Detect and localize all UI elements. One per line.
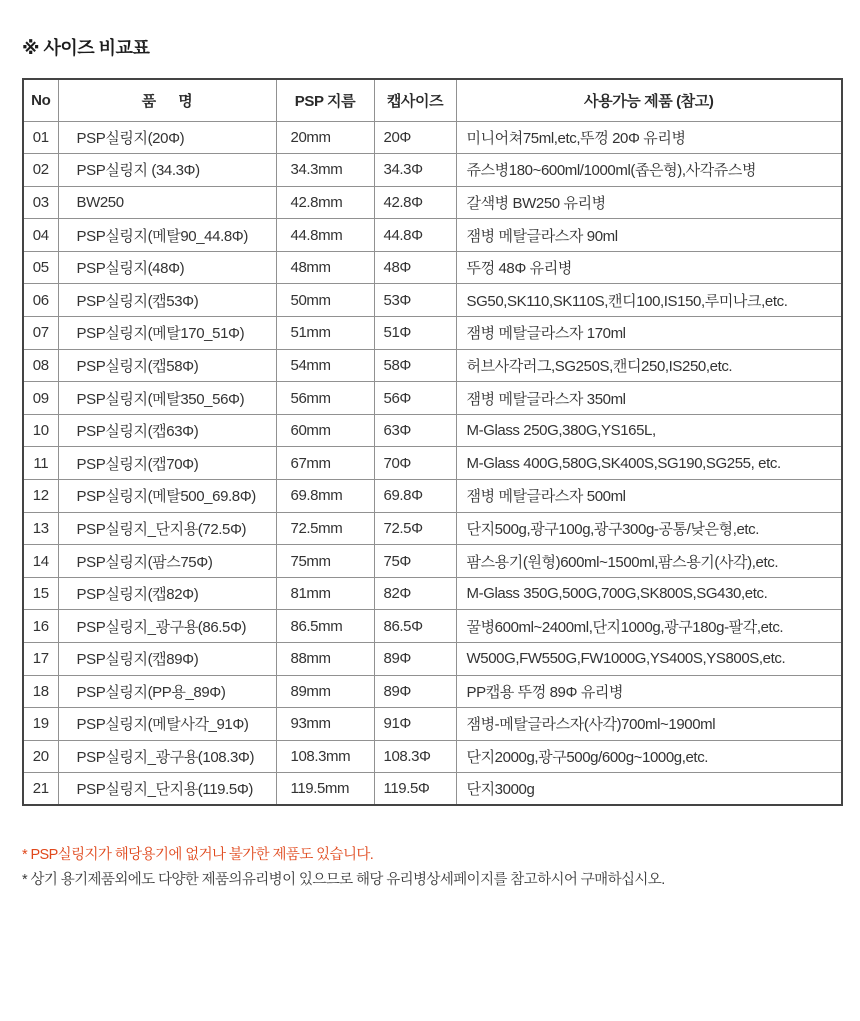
cell-cap-size: 20Φ	[374, 121, 456, 154]
cell-no: 02	[23, 154, 58, 187]
table-row	[23, 317, 842, 350]
cell-psp-diameter: 89mm	[276, 675, 374, 708]
cell-usable-products: 팜스용기(원형)600ml~1500ml,팜스용기(사각),etc.	[456, 545, 842, 578]
page-title: ※ 사이즈 비교표	[22, 38, 150, 58]
cell-psp-diameter: 56mm	[276, 382, 374, 415]
cell-usable-products: PP캡용 뚜껑 89Φ 유리병	[456, 675, 842, 708]
cell-psp-diameter: 48mm	[276, 251, 374, 284]
cell-cap-size: 82Φ	[374, 577, 456, 610]
cell-psp-diameter: 69.8mm	[276, 480, 374, 513]
header-usable-products: 사용가능 제품 (참고)	[456, 79, 842, 121]
cell-psp-diameter: 20mm	[276, 121, 374, 154]
table-row	[23, 708, 842, 741]
cell-no: 05	[23, 251, 58, 284]
cell-cap-size: 89Φ	[374, 675, 456, 708]
cell-product-name: PSP실링지(캡70Φ)	[58, 447, 276, 480]
footnote-info: * 상기 용기제품외에도 다양한 제품의유리병이 있으므로 해당 유리병상세페이지를 참고하시어 구매하십시오.	[22, 872, 665, 888]
cell-usable-products: 잼병 메탈글라스자 170ml	[456, 317, 842, 350]
cell-psp-diameter: 67mm	[276, 447, 374, 480]
size-comparison-table	[22, 78, 843, 806]
cell-no: 11	[23, 447, 58, 480]
cell-psp-diameter: 88mm	[276, 643, 374, 676]
size-table-body	[23, 121, 842, 805]
cell-no: 09	[23, 382, 58, 415]
cell-usable-products: M-Glass 400G,580G,SK400S,SG190,SG255, etc.	[456, 447, 842, 480]
cell-product-name: PSP실링지(캡58Φ)	[58, 349, 276, 382]
cell-cap-size: 56Φ	[374, 382, 456, 415]
cell-product-name: BW250	[58, 186, 276, 219]
cell-usable-products: 갈색병 BW250 유리병	[456, 186, 842, 219]
cell-cap-size: 75Φ	[374, 545, 456, 578]
cell-no: 12	[23, 480, 58, 513]
cell-usable-products: SG50,SK110,SK110S,캔디100,IS150,루미나크,etc.	[456, 284, 842, 317]
cell-product-name: PSP실링지(메탈90_44.8Φ)	[58, 219, 276, 252]
cell-product-name: PSP실링지(캡53Φ)	[58, 284, 276, 317]
cell-no: 06	[23, 284, 58, 317]
cell-product-name: PSP실링지_단지용(72.5Φ)	[58, 512, 276, 545]
cell-psp-diameter: 93mm	[276, 708, 374, 741]
cell-usable-products: 잼병-메탈글라스자(사각)700ml~1900ml	[456, 708, 842, 741]
cell-usable-products: 꿀병600ml~2400ml,단지1000g,광구180g-팔각,etc.	[456, 610, 842, 643]
cell-psp-diameter: 42.8mm	[276, 186, 374, 219]
cell-cap-size: 44.8Φ	[374, 219, 456, 252]
table-row	[23, 610, 842, 643]
cell-product-name: PSP실링지(캡63Φ)	[58, 414, 276, 447]
cell-no: 19	[23, 708, 58, 741]
cell-no: 21	[23, 773, 58, 806]
cell-product-name: PSP실링지(캡82Φ)	[58, 577, 276, 610]
cell-product-name: PSP실링지(메탈500_69.8Φ)	[58, 480, 276, 513]
table-row	[23, 219, 842, 252]
cell-usable-products: 쥬스병180~600ml/1000ml(좁은형),사각쥬스병	[456, 154, 842, 187]
header-product-name: 품 명	[58, 79, 276, 121]
cell-no: 13	[23, 512, 58, 545]
cell-psp-diameter: 60mm	[276, 414, 374, 447]
cell-cap-size: 69.8Φ	[374, 480, 456, 513]
cell-no: 14	[23, 545, 58, 578]
cell-no: 01	[23, 121, 58, 154]
cell-usable-products: 허브사각러그,SG250S,캔디250,IS250,etc.	[456, 349, 842, 382]
table-row	[23, 154, 842, 187]
cell-psp-diameter: 44.8mm	[276, 219, 374, 252]
cell-psp-diameter: 86.5mm	[276, 610, 374, 643]
cell-psp-diameter: 54mm	[276, 349, 374, 382]
cell-cap-size: 91Φ	[374, 708, 456, 741]
cell-no: 15	[23, 577, 58, 610]
cell-usable-products: M-Glass 250G,380G,YS165L,	[456, 414, 842, 447]
cell-usable-products: 잼병 메탈글라스자 500ml	[456, 480, 842, 513]
cell-cap-size: 58Φ	[374, 349, 456, 382]
cell-cap-size: 42.8Φ	[374, 186, 456, 219]
cell-usable-products: W500G,FW550G,FW1000G,YS400S,YS800S,etc.	[456, 643, 842, 676]
cell-no: 07	[23, 317, 58, 350]
cell-usable-products: 잼병 메탈글라스자 90ml	[456, 219, 842, 252]
table-row	[23, 480, 842, 513]
table-row	[23, 740, 842, 773]
cell-psp-diameter: 81mm	[276, 577, 374, 610]
cell-cap-size: 48Φ	[374, 251, 456, 284]
cell-product-name: PSP실링지(메탈350_56Φ)	[58, 382, 276, 415]
table-row	[23, 121, 842, 154]
cell-cap-size: 86.5Φ	[374, 610, 456, 643]
cell-cap-size: 51Φ	[374, 317, 456, 350]
cell-psp-diameter: 34.3mm	[276, 154, 374, 187]
cell-no: 16	[23, 610, 58, 643]
cell-no: 20	[23, 740, 58, 773]
cell-no: 03	[23, 186, 58, 219]
cell-cap-size: 89Φ	[374, 643, 456, 676]
cell-psp-diameter: 51mm	[276, 317, 374, 350]
table-row	[23, 447, 842, 480]
cell-usable-products: 미니어쳐75ml,etc,뚜껑 20Φ 유리병	[456, 121, 842, 154]
cell-usable-products: 단지2000g,광구500g/600g~1000g,etc.	[456, 740, 842, 773]
cell-psp-diameter: 108.3mm	[276, 740, 374, 773]
cell-usable-products: 단지3000g	[456, 773, 842, 806]
table-row	[23, 186, 842, 219]
cell-product-name: PSP실링지_광구용(108.3Φ)	[58, 740, 276, 773]
cell-cap-size: 63Φ	[374, 414, 456, 447]
table-row	[23, 643, 842, 676]
cell-cap-size: 70Φ	[374, 447, 456, 480]
cell-no: 18	[23, 675, 58, 708]
table-header-row	[23, 79, 842, 121]
cell-no: 08	[23, 349, 58, 382]
cell-psp-diameter: 72.5mm	[276, 512, 374, 545]
footnote-warning: * PSP실링지가 해당용기에 없거나 불가한 제품도 있습니다.	[22, 847, 374, 863]
cell-product-name: PSP실링지(팜스75Φ)	[58, 545, 276, 578]
table-row	[23, 414, 842, 447]
cell-cap-size: 119.5Φ	[374, 773, 456, 806]
header-no: No	[23, 79, 58, 121]
table-row	[23, 284, 842, 317]
cell-product-name: PSP실링지(메탈사각_91Φ)	[58, 708, 276, 741]
table-row	[23, 545, 842, 578]
cell-cap-size: 108.3Φ	[374, 740, 456, 773]
cell-product-name: PSP실링지(캡89Φ)	[58, 643, 276, 676]
table-row	[23, 773, 842, 806]
cell-cap-size: 72.5Φ	[374, 512, 456, 545]
cell-psp-diameter: 50mm	[276, 284, 374, 317]
cell-product-name: PSP실링지(48Φ)	[58, 251, 276, 284]
cell-product-name: PSP실링지_단지용(119.5Φ)	[58, 773, 276, 806]
cell-product-name: PSP실링지(PP용_89Φ)	[58, 675, 276, 708]
table-row	[23, 577, 842, 610]
cell-product-name: PSP실링지_광구용(86.5Φ)	[58, 610, 276, 643]
cell-usable-products: 단지500g,광구100g,광구300g-공통/낮은형,etc.	[456, 512, 842, 545]
cell-usable-products: M-Glass 350G,500G,700G,SK800S,SG430,etc.	[456, 577, 842, 610]
cell-no: 17	[23, 643, 58, 676]
cell-no: 10	[23, 414, 58, 447]
header-psp-diameter: PSP 지름	[276, 79, 374, 121]
cell-product-name: PSP실링지(20Φ)	[58, 121, 276, 154]
cell-usable-products: 뚜껑 48Φ 유리병	[456, 251, 842, 284]
cell-product-name: PSP실링지 (34.3Φ)	[58, 154, 276, 187]
header-cap-size: 캡사이즈	[374, 79, 456, 121]
table-row	[23, 382, 842, 415]
table-row	[23, 349, 842, 382]
cell-cap-size: 53Φ	[374, 284, 456, 317]
cell-no: 04	[23, 219, 58, 252]
table-row	[23, 512, 842, 545]
cell-psp-diameter: 75mm	[276, 545, 374, 578]
cell-product-name: PSP실링지(메탈170_51Φ)	[58, 317, 276, 350]
table-row	[23, 675, 842, 708]
cell-psp-diameter: 119.5mm	[276, 773, 374, 806]
footnotes	[22, 843, 665, 893]
table-row	[23, 251, 842, 284]
cell-cap-size: 34.3Φ	[374, 154, 456, 187]
cell-usable-products: 잼병 메탈글라스자 350ml	[456, 382, 842, 415]
